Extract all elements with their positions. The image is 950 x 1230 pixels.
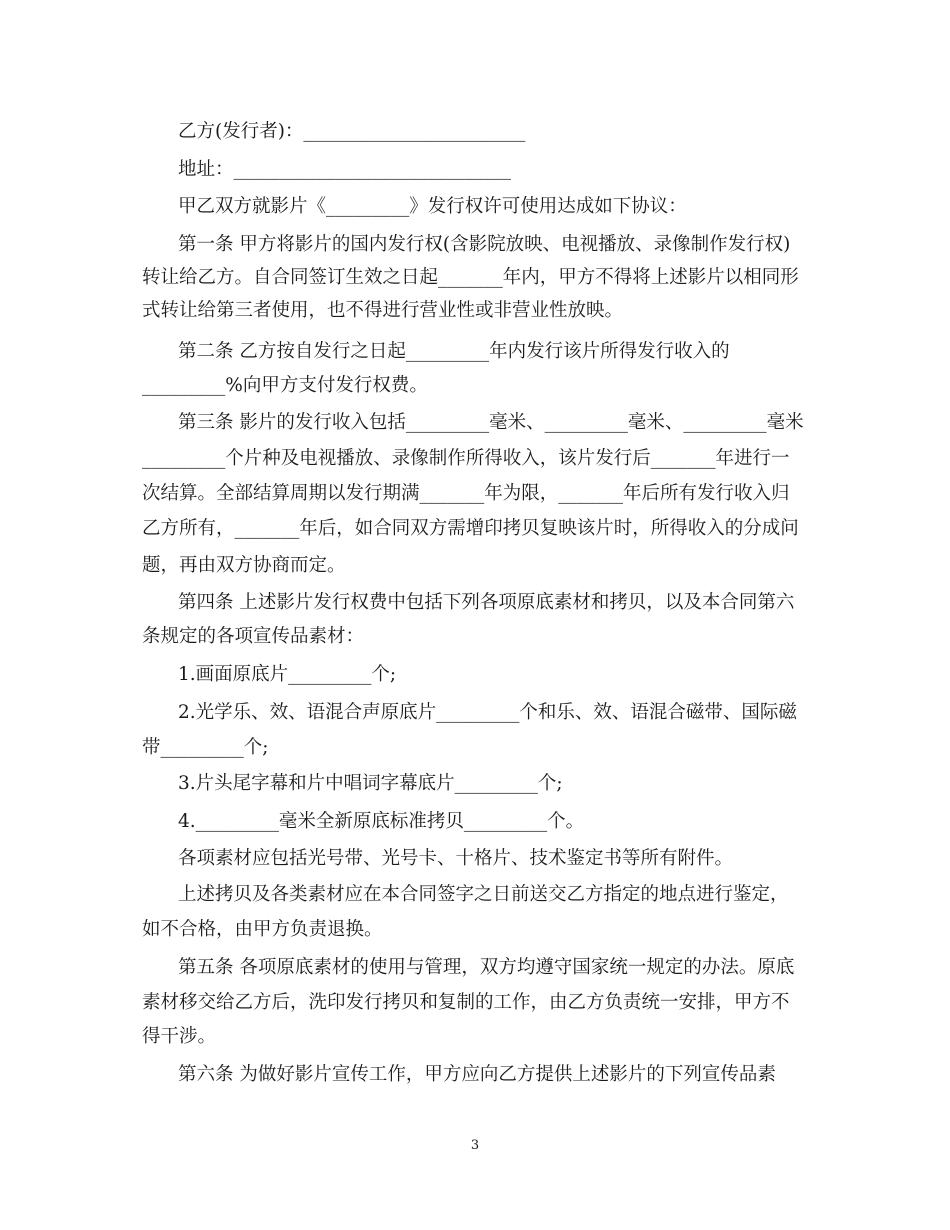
inspection-line-1: 上述拷贝及各类素材应在本合同签字之日前送交乙方指定的地点进行鉴定， [178,884,789,905]
article-3-line-3: 次结算。全部结算周期以发行期满_______年为限，_______年后所有发行收入归 [142,483,790,504]
article-4-line-2: 条规定的各项宣传品素材： [142,626,365,647]
article-6-line-1: 第六条 为做好影片宣传工作，甲方应向乙方提供上述影片的下列宣传品素 [178,1064,776,1085]
item-2-line-2: 带_________个; [142,737,269,758]
agreement-intro: 甲乙双方就影片《_________》发行权许可使用达成如下协议： [178,196,687,217]
article-5-line-1: 第五条 各项原底素材的使用与管理，双方均遵守国家统一规定的办法。原底 [178,957,795,978]
article-3-line-5: 题，再由双方协商而定。 [142,555,346,576]
item-1: 1.画面原底片_________个; [178,664,397,685]
article-1-line-1: 第一条 甲方将影片的国内发行权(含影院放映、电视播放、录像制作发行权) [178,234,791,255]
article-3-line-4: 乙方所有，_______年后，如合同双方需增印拷贝复映该片时，所得收入的分成问 [142,518,799,539]
inspection-line-2: 如不合格，由甲方负责退换。 [142,919,383,940]
article-5-line-2: 素材移交给乙方后，洗印发行拷贝和复制的工作，由乙方负责统一安排，甲方不 [142,992,790,1013]
article-2-line-2: _________%向甲方支付发行权费。 [142,375,428,396]
address-line: 地址：______________________________ [178,159,512,180]
article-1-line-2: 转让给乙方。自合同签订生效之日起_______年内，甲方不得将上述影片以相同形 [142,267,799,288]
article-2-line-1: 第二条 乙方按自发行之日起_________年内发行该片所得发行收入的 [178,341,730,362]
article-3-line-2: _________个片种及电视播放、录像制作所得收入，该片发行后_______年进行一 [142,448,790,469]
article-5-line-3: 得干涉。 [142,1026,217,1047]
page-number: 3 [470,1138,480,1153]
party-b-line: 乙方(发行者)：________________________ [178,121,526,142]
article-1-line-3: 式转让给第三者使用，也不得进行营业性或非营业性放映。 [142,300,624,321]
item-2-line-1: 2.光学乐、效、语混合声原底片_________个和乐、效、语混合磁带、国际磁 [178,702,797,723]
item-4: 4._________毫米全新原底标准拷贝_________个。 [178,811,585,832]
article-4-line-1: 第四条 上述影片发行权费中包括下列各项原底素材和拷贝，以及本合同第六 [178,592,795,613]
article-3-line-1: 第三条 影片的发行收入包括_________毫米、_________毫米、_________毫米 [178,412,804,433]
item-3: 3.片头尾字幕和片中唱词字幕底片_________个; [178,773,563,794]
materials-note: 各项素材应包括光号带、光号卡、十格片、技术鉴定书等所有附件。 [178,848,734,869]
